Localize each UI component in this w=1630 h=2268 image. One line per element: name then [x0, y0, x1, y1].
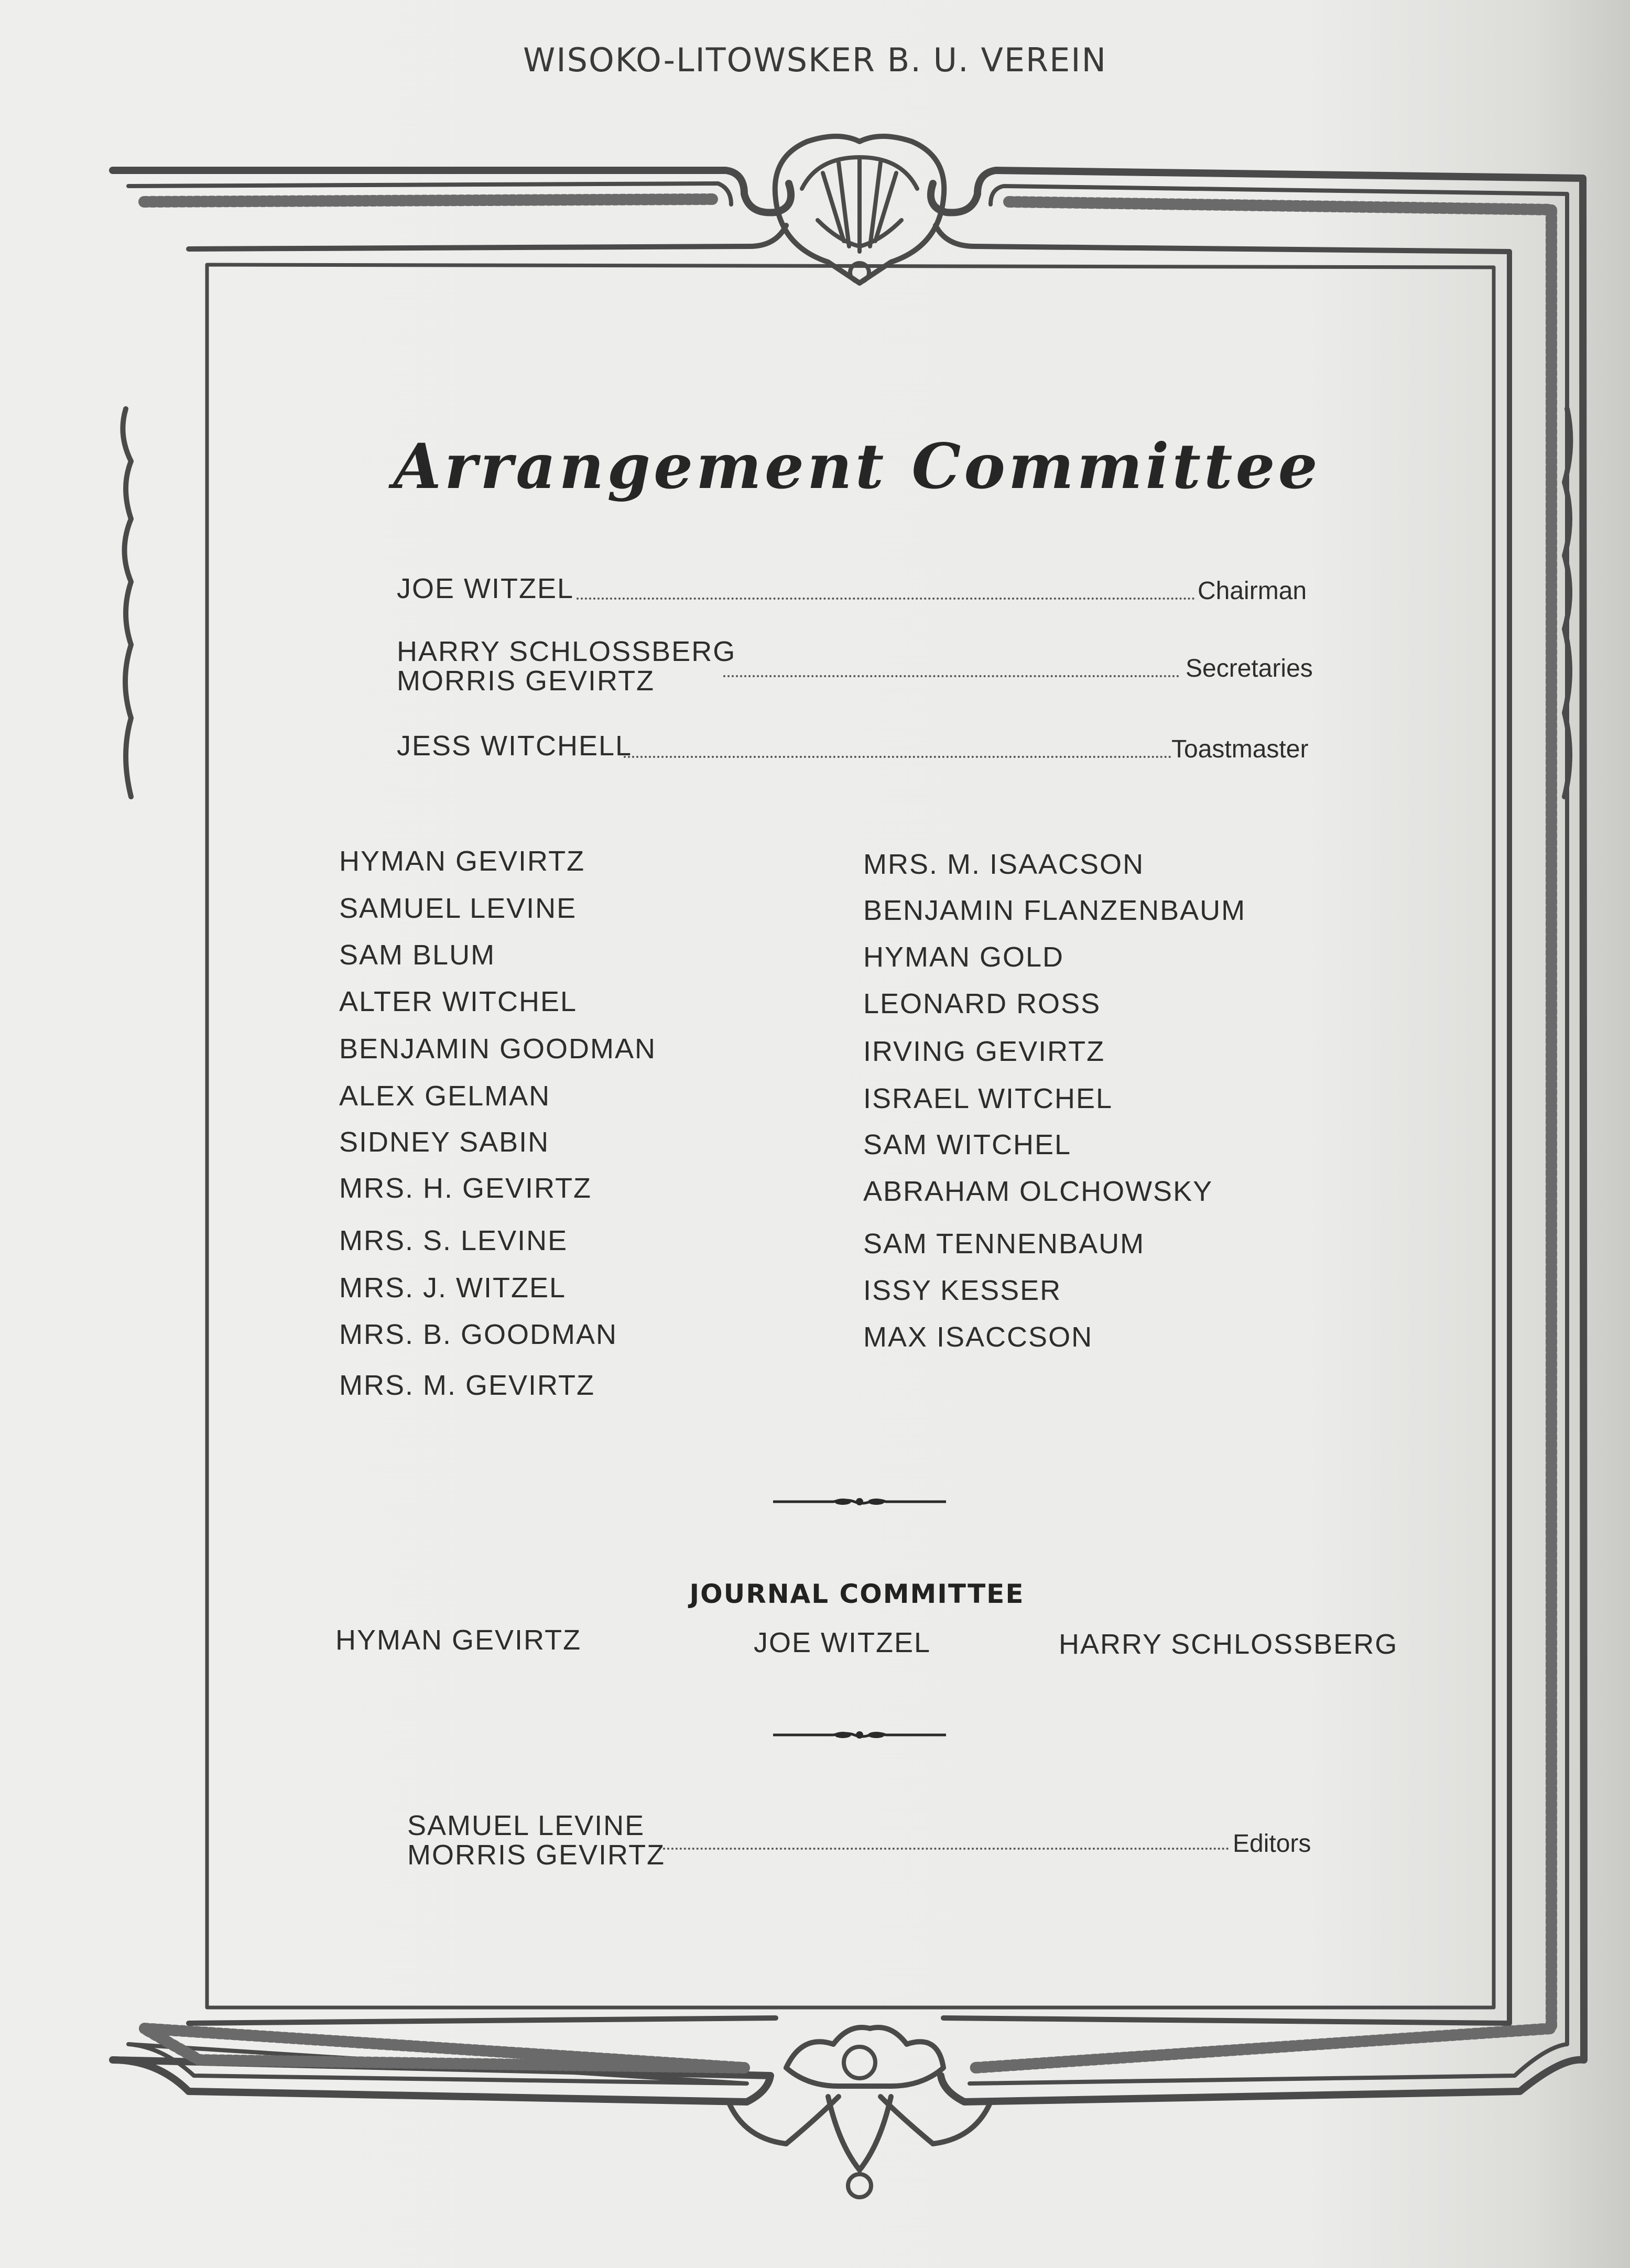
- ornamental-divider: [770, 1724, 949, 1745]
- member-name: MRS. B. GOODMAN: [339, 1319, 618, 1350]
- journal-member-name: HARRY SCHLOSSBERG: [1059, 1629, 1398, 1660]
- officer-name: HARRY SCHLOSSBERG: [397, 636, 736, 667]
- member-name: SAM WITCHEL: [863, 1129, 1072, 1160]
- member-name: MAX ISACCSON: [863, 1321, 1093, 1353]
- officer-role: Secretaries: [1186, 655, 1313, 682]
- editor-name: MORRIS GEVIRTZ: [407, 1839, 666, 1871]
- leader-dots: [624, 756, 1171, 758]
- member-name: HYMAN GOLD: [863, 941, 1064, 973]
- member-name: ISSY KESSER: [863, 1275, 1062, 1306]
- running-head: WISOKO-LITOWSKER B. U. VEREIN: [523, 41, 1107, 79]
- officer-name: JESS WITCHELL: [397, 730, 633, 762]
- member-name: MRS. M. ISAACSON: [863, 849, 1145, 880]
- leader-dots: [577, 598, 1195, 600]
- journal-committee-heading: JOURNAL COMMITTEE: [689, 1579, 1025, 1609]
- member-name: ABRAHAM OLCHOWSKY: [863, 1176, 1213, 1207]
- officer-role: Chairman: [1198, 577, 1307, 605]
- member-name: SIDNEY SABIN: [339, 1126, 550, 1158]
- member-name: BENJAMIN GOODMAN: [339, 1033, 657, 1065]
- member-name: SAMUEL LEVINE: [339, 893, 577, 924]
- editor-name: SAMUEL LEVINE: [407, 1810, 645, 1841]
- member-name: ALEX GELMAN: [339, 1080, 551, 1112]
- officer-name: MORRIS GEVIRTZ: [397, 665, 655, 697]
- leader-dots: [723, 675, 1179, 677]
- member-name: ALTER WITCHEL: [339, 986, 578, 1017]
- member-name: ISRAEL WITCHEL: [863, 1083, 1113, 1114]
- member-name: BENJAMIN FLANZENBAUM: [863, 895, 1246, 926]
- member-name: MRS. H. GEVIRTZ: [339, 1173, 592, 1204]
- editors-role: Editors: [1233, 1830, 1311, 1858]
- leader-dots: [663, 1848, 1229, 1850]
- member-name: MRS. J. WITZEL: [339, 1272, 566, 1304]
- member-name: HYMAN GEVIRTZ: [339, 845, 585, 877]
- officer-name: JOE WITZEL: [397, 573, 574, 604]
- member-name: LEONARD ROSS: [863, 988, 1101, 1019]
- member-name: MRS. M. GEVIRTZ: [339, 1370, 595, 1401]
- member-name: SAM BLUM: [339, 939, 496, 971]
- page-title: Arrangement Committee: [393, 430, 1321, 503]
- ornamental-divider: [770, 1491, 949, 1512]
- journal-member-name: JOE WITZEL: [754, 1627, 931, 1658]
- member-name: SAM TENNENBAUM: [863, 1228, 1145, 1260]
- officer-role: Toastmaster: [1171, 735, 1309, 763]
- member-name: IRVING GEVIRTZ: [863, 1036, 1105, 1067]
- member-name: MRS. S. LEVINE: [339, 1225, 568, 1256]
- journal-member-name: HYMAN GEVIRTZ: [335, 1624, 582, 1656]
